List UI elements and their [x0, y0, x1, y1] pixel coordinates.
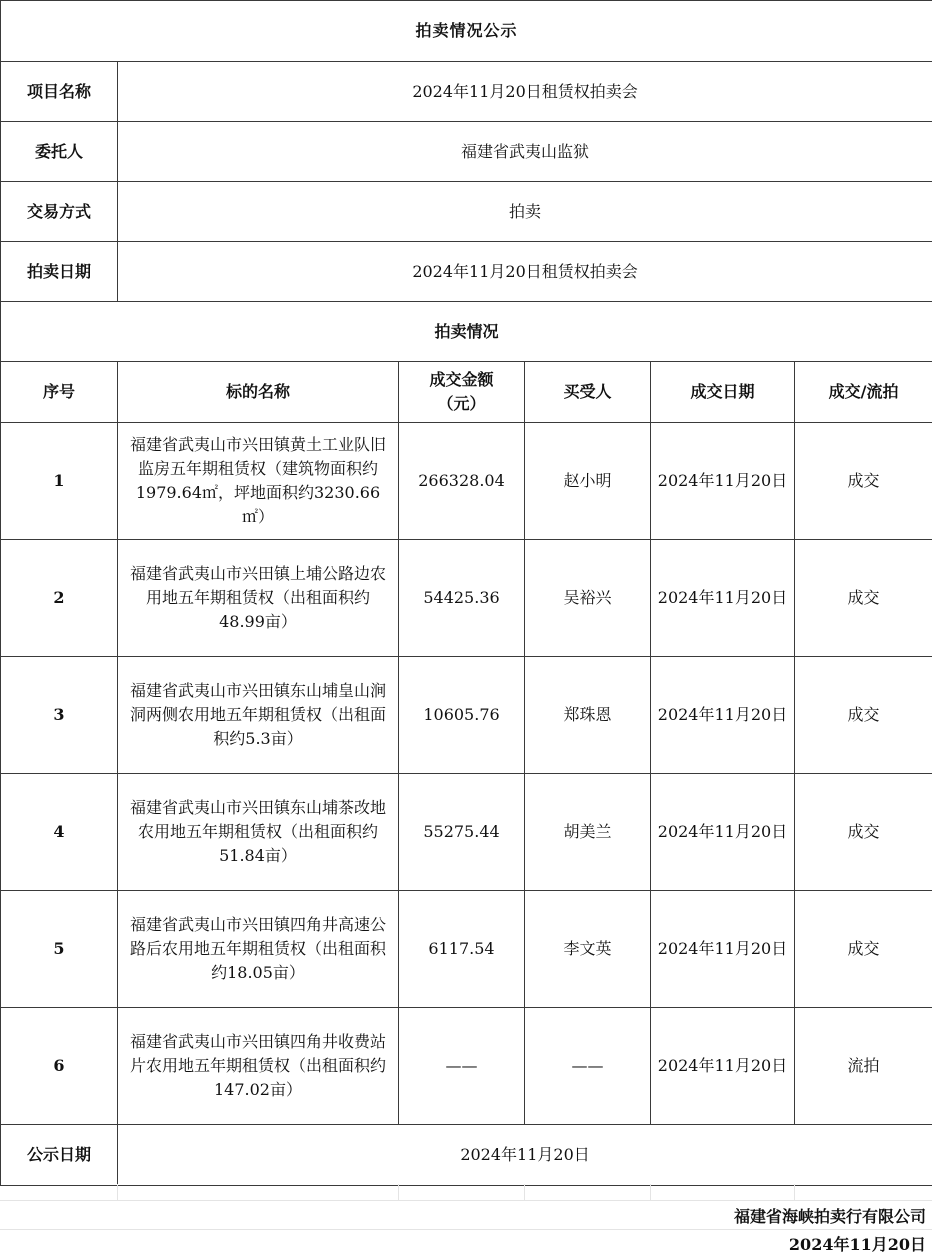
header-status: 成交/流拍: [795, 362, 932, 423]
row-buyer: 郑珠恩: [525, 657, 651, 774]
row-amount: 55275.44: [399, 774, 525, 891]
row-buyer: 胡美兰: [525, 774, 651, 891]
row-date: 2024年11月20日: [651, 774, 795, 891]
row-name: 福建省武夷山市兴田镇东山埔皇山涧洞两侧农用地五年期租赁权（出租面积约5.3亩）: [118, 657, 399, 774]
row-amount: 10605.76: [399, 657, 525, 774]
header-amount-line1: 成交金额: [429, 370, 494, 389]
table-row: [1, 540, 932, 657]
row-no: 4: [1, 774, 118, 891]
row-no: 6: [1, 1008, 118, 1125]
row-no: 3: [1, 657, 118, 774]
table-header-row: [1, 362, 932, 423]
header-date: 成交日期: [651, 362, 795, 423]
page-title: 拍卖情况公示: [1, 1, 932, 62]
auction-date-label: 拍卖日期: [1, 242, 118, 302]
row-buyer: 李文英: [525, 891, 651, 1008]
row-no: 1: [1, 423, 118, 540]
project-value: 2024年11月20日租赁权拍卖会: [118, 62, 932, 122]
row-date: 2024年11月20日: [651, 423, 795, 540]
row-amount: 54425.36: [399, 540, 525, 657]
row-status: 流拍: [795, 1008, 932, 1125]
auction-date-value: 2024年11月20日租赁权拍卖会: [118, 242, 932, 302]
footer-company: 福建省海峡拍卖行有限公司: [733, 1207, 926, 1226]
row-name: 福建省武夷山市兴田镇四角井收费站片农用地五年期租赁权（出租面积约147.02亩）: [118, 1008, 399, 1125]
empty-grid-row: [0, 1184, 932, 1201]
footer-date: 2024年11月20日: [788, 1235, 926, 1254]
project-label: 项目名称: [1, 62, 118, 122]
row-name: 福建省武夷山市兴田镇东山埔茶改地农用地五年期租赁权（出租面积约51.84亩）: [118, 774, 399, 891]
header-no: 序号: [1, 362, 118, 423]
row-name: 福建省武夷山市兴田镇上埔公路边农用地五年期租赁权（出租面积约48.99亩）: [118, 540, 399, 657]
row-date: 2024年11月20日: [651, 891, 795, 1008]
section-title: 拍卖情况: [1, 302, 932, 362]
row-name: 福建省武夷山市兴田镇四角井高速公路后农用地五年期租赁权（出租面积约18.05亩）: [118, 891, 399, 1008]
row-buyer: 吴裕兴: [525, 540, 651, 657]
row-status: 成交: [795, 891, 932, 1008]
method-label: 交易方式: [1, 182, 118, 242]
row-status: 成交: [795, 540, 932, 657]
method-value: 拍卖: [118, 182, 932, 242]
announce-date-label: 公示日期: [1, 1125, 118, 1186]
table-row: [1, 1008, 932, 1125]
header-buyer: 买受人: [525, 362, 651, 423]
client-label: 委托人: [1, 122, 118, 182]
table-row: [1, 657, 932, 774]
table-row: [1, 423, 932, 540]
row-status: 成交: [795, 774, 932, 891]
header-amount-line2: （元）: [437, 394, 486, 413]
row-date: 2024年11月20日: [651, 657, 795, 774]
divider: [0, 1229, 932, 1230]
row-amount: ——: [399, 1008, 525, 1125]
row-buyer: 赵小明: [525, 423, 651, 540]
header-name: 标的名称: [118, 362, 399, 423]
row-date: 2024年11月20日: [651, 1008, 795, 1125]
row-amount: 266328.04: [399, 423, 525, 540]
row-amount: 6117.54: [399, 891, 525, 1008]
row-name: 福建省武夷山市兴田镇黄土工业队旧监房五年期租赁权（建筑物面积约1979.64㎡，坪地面积约3230.66㎡）: [118, 423, 399, 540]
row-date: 2024年11月20日: [651, 540, 795, 657]
client-value: 福建省武夷山监狱: [118, 122, 932, 182]
table-row: [1, 891, 932, 1008]
row-buyer: ——: [525, 1008, 651, 1125]
header-amount: [399, 362, 525, 423]
row-status: 成交: [795, 423, 932, 540]
announce-date-value: 2024年11月20日: [118, 1125, 932, 1186]
row-status: 成交: [795, 657, 932, 774]
row-no: 2: [1, 540, 118, 657]
table-row: [1, 774, 932, 891]
row-no: 5: [1, 891, 118, 1008]
footer: [0, 1184, 932, 1259]
